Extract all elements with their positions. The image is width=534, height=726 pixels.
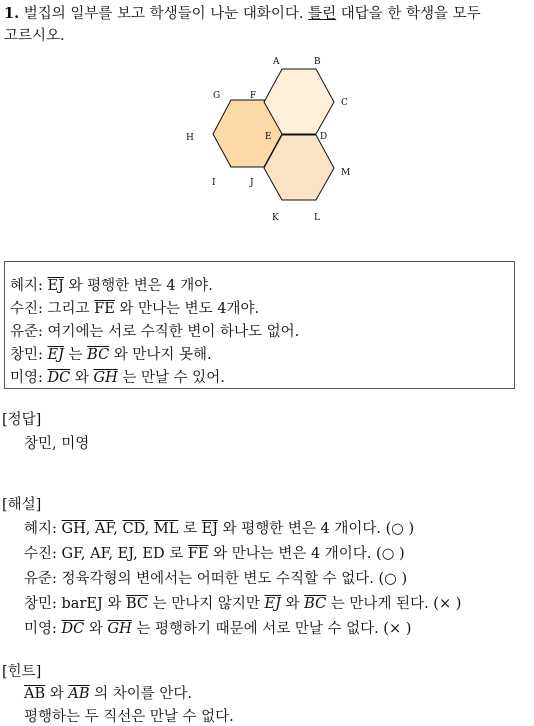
vertex-label-a: A — [273, 57, 280, 67]
explanation-text: 로 — [178, 521, 202, 537]
segment: $\overline{CD}$ — [122, 521, 145, 537]
explanation-yujun: 유준: 정육각형의 변에서는 어떠한 변도 수직할 수 없다. (○ ) — [24, 571, 408, 587]
speaker-name: 혜지 — [24, 521, 53, 537]
hint-text: 와 — [45, 686, 69, 702]
hint-line-1 — [24, 682, 192, 703]
vertex-label-d: D — [320, 132, 328, 142]
dialogue-text: 는 만날 수 있어. — [117, 370, 225, 386]
segment: $\overline{FE}$ — [187, 546, 209, 562]
dialogue-yujun: 유준: 여기에는 서로 수직한 변이 하나도 없어. — [10, 324, 300, 340]
segment: $\overline{ML}$ — [153, 521, 179, 537]
vertex-label-m: M — [341, 168, 351, 178]
problem-statement — [4, 2, 481, 23]
dialogue-text: 여기에는 서로 수직한 변이 하나도 없어. — [47, 324, 300, 340]
segment: $\overline{EJ}$ — [201, 521, 219, 537]
line-symbol: $\overline{EJ}$ — [47, 347, 64, 363]
dialogue-text: 는 — [63, 347, 88, 363]
vertex-label-i: I — [212, 178, 216, 188]
line-symbol: $\overline{BC}$ — [304, 596, 327, 612]
explanation-text: 는 만나지 않지만 — [148, 596, 265, 612]
line-symbol: $\overline{BC}$ — [87, 347, 110, 363]
dialogue-sujin: 수진: 그리고 $\overline{FE}$ 와 만나는 변도 4개야. — [10, 301, 260, 317]
speaker-name: 수진 — [10, 301, 39, 317]
vertex-label-k: K — [272, 213, 279, 223]
explanation-changmin: 창민: barEJ 와 $\overline{BC}$ 는 만나지 않지만 $\overline{EJ}$ 와 $\overline{BC}$ 는 만나게 된다. (× ) — [24, 596, 462, 612]
dialogue-miyoung: 미영: $\overline{DC}$ 와 $\overline{GH}$ 는 만날 수 있어. — [10, 370, 225, 386]
explanation-hyeji: 혜지: $\overline{GH}$, $\overline{AF}$, $\overline{CD}$, $\overline{ML}$ 로 $\overline{EJ}$ 와 평행한 변은 4 개이다. (○ ) — [24, 521, 415, 537]
vertex-label-c: C — [341, 98, 348, 108]
segment: $\overline{FE}$ — [94, 301, 115, 317]
segment: $\overline{EJ}$ — [47, 278, 64, 294]
speaker-name: 미영 — [10, 370, 39, 386]
dialogue-text: 와 만나지 못해. — [109, 347, 212, 363]
explanation-text: barEJ 와 — [61, 596, 126, 612]
explanation-text: 는 평행하기 때문에 서로 만날 수 없다. (× ) — [131, 621, 412, 637]
dialogue-text: 그리고 — [47, 301, 95, 317]
vertex-label-l: L — [314, 213, 320, 223]
problem-number: 1. — [4, 5, 20, 22]
speaker-name: 유준 — [24, 571, 53, 587]
hint-line-2: 평행하는 두 직선은 만날 수 없다. — [24, 709, 234, 725]
explanation-text: 와 만나는 변은 4 개이다. (○ ) — [208, 546, 405, 562]
hint-text: 의 차이를 안다. — [89, 686, 192, 702]
dialogue-text: 와 — [70, 370, 94, 386]
segment: $\overline{GH}$ — [61, 521, 86, 537]
vertex-label-j: J — [250, 178, 254, 188]
speaker-name: 혜지 — [10, 278, 39, 294]
vertex-label-h: H — [186, 133, 194, 143]
explanation-text: 정육각형의 변에서는 어떠한 변도 수직할 수 없다. (○ ) — [61, 571, 408, 587]
line-symbol: $\overline{AB}$ — [68, 686, 90, 702]
explanation-sujin: 수진: GF, AF, EJ, ED 로 $\overline{FE}$ 와 만나는 변은 4 개이다. (○ ) — [24, 546, 405, 562]
vertex-label-f: F — [250, 91, 257, 101]
problem-text-b: 대답을 한 학생을 모두 — [336, 6, 481, 22]
line-symbol: $\overline{GH}$ — [107, 621, 132, 637]
line-symbol: $\overline{DC}$ — [61, 621, 85, 637]
line-symbol: $\overline{GH}$ — [93, 370, 118, 386]
speaker-name: 창민 — [24, 596, 53, 612]
explanation-text: 와 평행한 변은 4 개이다. (○ ) — [218, 521, 415, 537]
vertex-label-e: E — [265, 132, 272, 142]
answer-text: 창민, 미영 — [24, 436, 90, 452]
explanation-text: 로 — [164, 546, 188, 562]
explanation-text: 는 만나게 된다. (× ) — [326, 596, 462, 612]
explanation-header: [해설] — [2, 497, 42, 513]
speaker-name: 유준 — [10, 324, 39, 340]
dialogue-text: 와 평행한 변은 4 개야. — [63, 278, 213, 294]
speaker-name: 수진 — [24, 546, 53, 562]
dialogue-hyeji: 혜지: $\overline{EJ}$ 와 평행한 변은 4 개야. — [10, 278, 213, 294]
answer-header: [정답] — [2, 412, 42, 428]
problem-underlined-word: 틀린 — [308, 6, 337, 22]
problem-line-2: 고르시오. — [4, 28, 65, 44]
dialogue-text: 와 만나는 변도 4개야. — [114, 301, 260, 317]
line-symbol: $\overline{EJ}$ — [264, 596, 281, 612]
speaker-name: 미영 — [24, 621, 53, 637]
hint-header: [힌트] — [2, 664, 42, 680]
dialogue-changmin: 창민: $\overline{EJ}$ 는 $\overline{BC}$ 와 만나지 못해. — [10, 347, 212, 363]
line-symbol: $\overline{DC}$ — [47, 370, 71, 386]
explanation-miyoung: 미영: $\overline{DC}$ 와 $\overline{GH}$ 는 평행하기 때문에 서로 만날 수 없다. (× ) — [24, 621, 412, 637]
explanation-text: 와 — [84, 621, 108, 637]
problem-text-a: 벌집의 일부를 보고 학생들이 나눈 대화이다. — [19, 6, 309, 22]
segment: $\overline{AB}$ — [24, 686, 46, 702]
explanation-list: GF, AF, EJ, ED — [61, 546, 165, 562]
segment: $\overline{AF}$ — [94, 521, 114, 537]
speaker-name: 창민 — [10, 347, 39, 363]
honeycomb-diagram — [0, 40, 534, 270]
vertex-label-b: B — [314, 57, 321, 67]
explanation-text: 와 — [280, 596, 305, 612]
dialogue-box — [4, 261, 515, 389]
segment: $\overline{BC}$ — [126, 596, 149, 612]
vertex-label-g: G — [213, 91, 221, 101]
